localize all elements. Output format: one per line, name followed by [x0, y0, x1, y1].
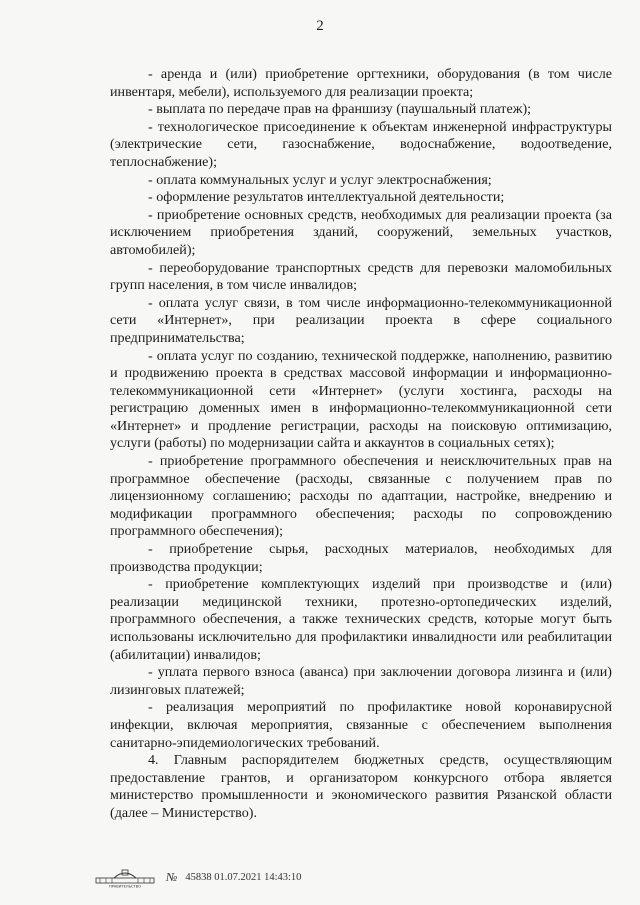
- paragraph: - приобретение комплектующих изделий при производстве и (или) реализации медицинской техники, протезно-ортопедических изделий, программного обеспечения, а также технических средств, которые могут быть использованы исключительно для профилактики инвалидности или реабилитации (абилитации) инвалидов;: [110, 576, 612, 663]
- page-number: 2: [316, 18, 324, 34]
- document-stamp: 45838 01.07.2021 14:43:10: [185, 871, 302, 883]
- paragraph: - технологическое присоединение к объектам инженерной инфраструктуры (электрические сети, газоснабжение, водоснабжение, водоотведение, теплоснабжение);: [110, 118, 612, 170]
- paragraph: - аренда и (или) приобретение оргтехники, оборудования (в том числе инвентаря, мебели), используемого для реализации проекта;: [110, 66, 612, 100]
- paragraph: - оплата услуг связи, в том числе информационно-телекоммуникационной сети «Интернет», при реализации проекта в сфере социального предпринимательства;: [110, 294, 612, 346]
- logo-text: ПРАВИТЕЛЬСТВО: [108, 884, 142, 888]
- document-footer: [92, 866, 301, 888]
- paragraph: - уплата первого взноса (аванса) при заключении договора лизинга и (или) лизинговых платежей;: [110, 664, 612, 698]
- number-sign: №: [166, 869, 178, 884]
- paragraph: - выплата по передаче прав на франшизу (паушальный платеж);: [148, 101, 532, 118]
- document-body: [110, 66, 612, 823]
- paragraph: - переоборудование транспортных средств для перевозки маломобильных групп населения, в том числе инвалидов;: [110, 259, 612, 294]
- paragraph: - приобретение основных средств, необходимых для реализации проекта (за исключением приобретения зданий, сооружений, земельных участков, автомобилей);: [110, 206, 612, 258]
- government-logo-icon: [92, 866, 158, 888]
- paragraph: - приобретение сырья, расходных материалов, необходимых для производства продукции;: [110, 541, 612, 575]
- paragraph: - оформление результатов интеллектуальной деятельности;: [148, 189, 505, 206]
- paragraph: - приобретение программного обеспечения и неисключительных прав на программное обеспечение (расходы, связанные с получением прав по лицензионному соглашению; расходы по адаптации, настройке, внедрению и модификации программного обеспечения; расходы по сопровождению программного обеспечения);: [110, 453, 612, 540]
- paragraph: - оплата услуг по созданию, технической поддержке, наполнению, развитию и продвижению проекта в средствах массовой информации и информационно-телекоммуникационной сети «Интернет» (услуги хостинга, расходы на регистрацию доменных имен в информационно-телекоммуникационной сети «Интернет» и продление регистрации, расходы на поисковую оптимизацию, услуги (работы) по модернизации сайта и аккаунтов в социальных сетях);: [110, 347, 612, 452]
- paragraph: 4. Главным распорядителем бюджетных средств, осуществляющим предоставление грантов, и организатором конкурсного отбора является министерство промышленности и экономического развития Рязанской области (далее – Министерство).: [110, 752, 612, 821]
- paragraph: - реализация мероприятий по профилактике новой коронавирусной инфекции, включая мероприятия, связанные с обеспечением выполнения санитарно-эпидемиологических требований.: [110, 699, 612, 751]
- paragraph: - оплата коммунальных услуг и услуг электроснабжения;: [148, 171, 492, 188]
